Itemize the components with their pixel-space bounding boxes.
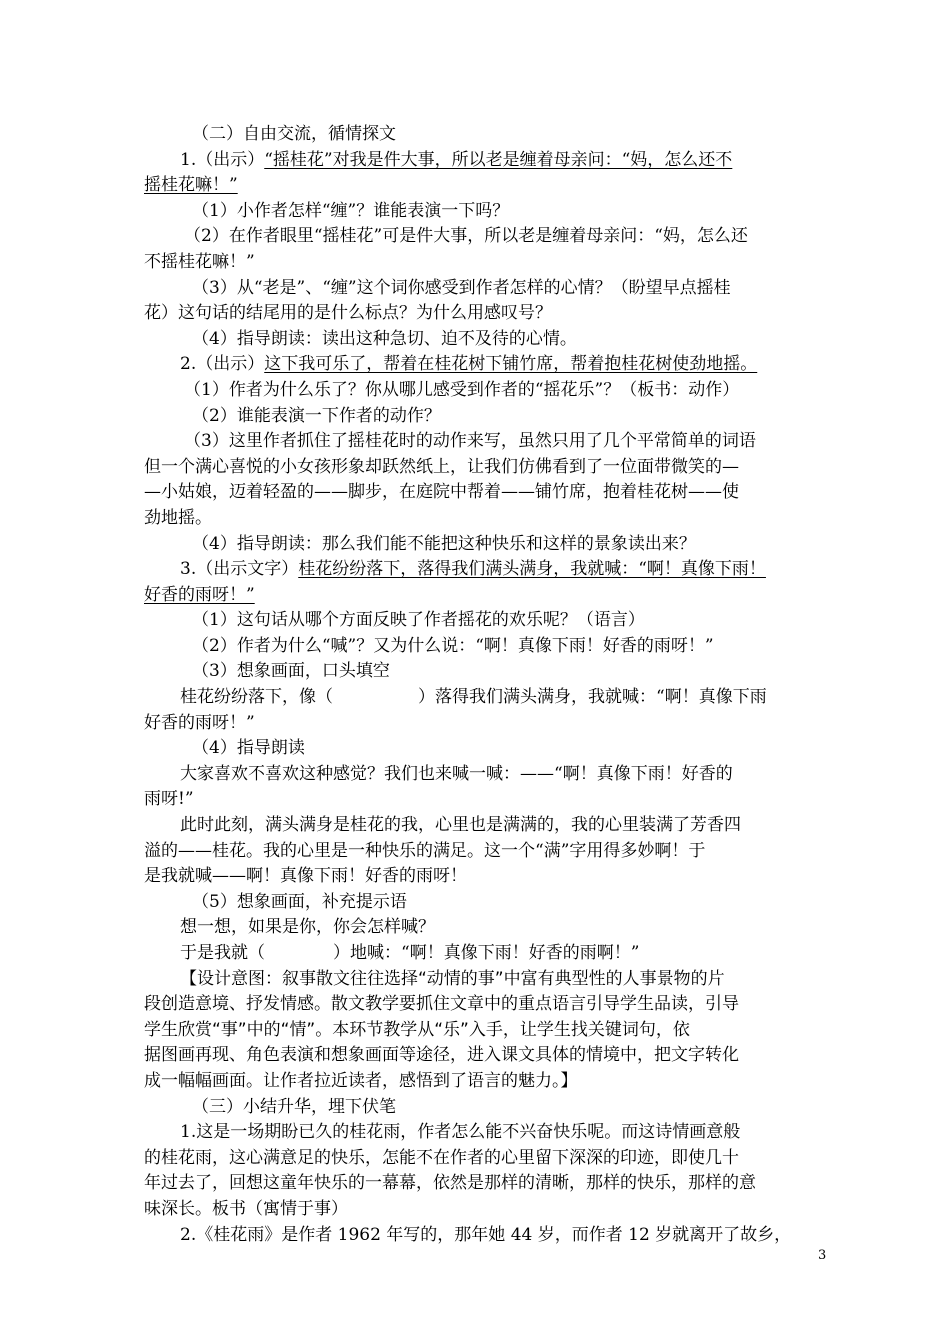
quoted-text: 这下我可乐了，帮着在桂花树下铺竹席，帮着抱桂花树使劲地摇。 — [264, 354, 758, 375]
paragraph-line: 但一个满心喜悦的小女孩形象却跃然纸上，让我们仿佛看到了一位面带微笑的— — [144, 456, 739, 477]
paragraph-line: 不摇桂花嘛！” — [144, 251, 255, 272]
paragraph-line: 好香的雨呀！” — [144, 712, 255, 733]
paragraph-line: 桂花纷纷落下，像（ ）落得我们满头满身，我就喊：“啊！真像下雨 — [180, 687, 767, 708]
paragraph-line: （4）指导朗读：那么我们能不能把这种快乐和这样的景象读出来？ — [192, 533, 696, 554]
paragraph-line — [144, 173, 808, 199]
paragraph-line: 此时此刻，满头满身是桂花的我，心里也是满满的，我的心里装满了芳香四 — [180, 815, 741, 836]
paragraph-line: 1.这是一场期盼已久的桂花雨，作者怎么能不兴奋快乐呢。而这诗情画意般 — [180, 1122, 741, 1143]
design-intent-line: 学生欣赏“事”中的“情”。本环节教学从“乐”入手，让学生找关键词句，依 — [144, 1019, 690, 1040]
paragraph-line — [144, 352, 808, 378]
design-intent-line: 据图画再现、角色表演和想象画面等途径，进入课文具体的情境中，把文字转化 — [144, 1045, 739, 1066]
paragraph-line: —小姑娘，迈着轻盈的——脚步，在庭院中帮着——铺竹席，抱着桂花树——使 — [144, 482, 739, 503]
paragraph-line: 花）这句话的结尾用的是什么标点？为什么用感叹号？ — [144, 303, 552, 324]
paragraph-line: 想一想，如果是你，你会怎样喊？ — [180, 917, 435, 938]
design-intent-line: 成一幅幅画面。让作者拉近读者，感悟到了语言的魅力。】 — [144, 1070, 578, 1091]
paragraph-line: 溢的——桂花。我的心里是一种快乐的满足。这一个“满”字用得多妙啊！于 — [144, 840, 706, 861]
item-label: 2.（出示） — [180, 354, 265, 375]
document-body — [144, 122, 808, 1248]
paragraph-line: （2）作者为什么“喊”？又为什么说：“啊！真像下雨！好香的雨呀！” — [192, 635, 714, 656]
paragraph-line: （1）这句话从哪个方面反映了作者摇花的欢乐呢？（语言） — [192, 610, 645, 631]
item-label: 3.（出示文字） — [180, 559, 299, 580]
paragraph-line: 是我就喊——啊！真像下雨！好香的雨呀！ — [144, 866, 467, 887]
paragraph-line: （1）小作者怎样“缠”？谁能表演一下吗？ — [192, 200, 510, 221]
paragraph-line: （5）想象画面，补充提示语 — [192, 891, 407, 912]
paragraph-line: （2）谁能表演一下作者的动作？ — [192, 405, 441, 426]
paragraph-line: （1）作者为什么乐了？你从哪儿感受到作者的“摇花乐”？（板书：动作） — [184, 379, 740, 400]
paragraph-line: 的桂花雨，这心满意足的快乐，怎能不在作者的心里留下深深的印迹，即使几十 — [144, 1147, 739, 1168]
quoted-text: 桂花纷纷落下，落得我们满头满身，我就喊：“啊！真像下雨！ — [298, 559, 766, 580]
section-heading: （三）小结升华，埋下伏笔 — [192, 1096, 396, 1117]
paragraph-line: 劲地摇。 — [144, 507, 212, 528]
paragraph-line — [144, 583, 808, 609]
quoted-text: 摇桂花嘛！” — [144, 175, 238, 196]
paragraph-line: （3）想象画面，口头填空 — [192, 661, 390, 682]
paragraph-line — [144, 148, 808, 174]
page-number: 3 — [818, 1248, 827, 1263]
item-label: 1.（出示） — [180, 149, 265, 170]
paragraph-line — [144, 557, 808, 583]
paragraph-line: 味深长。板书（寓情于事） — [144, 1198, 348, 1219]
paragraph-line: （4）指导朗读：读出这种急切、迫不及待的心情。 — [192, 328, 577, 349]
paragraph-line: （2）在作者眼里“摇桂花”可是件大事，所以老是缠着母亲问：“妈，怎么还 — [184, 226, 748, 247]
paragraph-line: （3）这里作者抓住了摇桂花时的动作来写，虽然只用了几个平常简单的词语 — [184, 431, 756, 452]
paragraph-line: （4）指导朗读 — [192, 738, 305, 759]
quoted-text: “摇桂花”对我是件大事，所以老是缠着母亲问：“妈，怎么还不 — [264, 149, 733, 170]
paragraph-line: （3）从“老是”、“缠”这个词你感受到作者怎样的心情？（盼望早点摇桂 — [192, 277, 731, 298]
paragraph-line: 雨呀!” — [144, 789, 194, 810]
paragraph-line: 2.《桂花雨》是作者 1962 年写的，那年她 44 岁，而作者 12 岁就离开了故乡， — [180, 1224, 792, 1245]
paragraph-line: 年过去了，回想这童年快乐的一幕幕，依然是那样的清晰，那样的快乐，那样的意 — [144, 1173, 756, 1194]
quoted-text: 好香的雨呀！” — [144, 584, 255, 605]
section-heading: （二）自由交流，循情探文 — [192, 124, 396, 144]
design-intent-line: 段创造意境、抒发情感。散文教学要抓住文章中的重点语言引导学生品读，引导 — [144, 994, 739, 1015]
paragraph-line: 大家喜欢不喜欢这种感觉？我们也来喊一喊：——“啊！真像下雨！好香的 — [180, 763, 733, 784]
design-intent-line: 【设计意图：叙事散文往往选择“动情的事”中富有典型性的人事景物的片 — [180, 968, 725, 989]
paragraph-line: 于是我就（ ）地喊：“啊！真像下雨！好香的雨啊！” — [180, 943, 640, 963]
